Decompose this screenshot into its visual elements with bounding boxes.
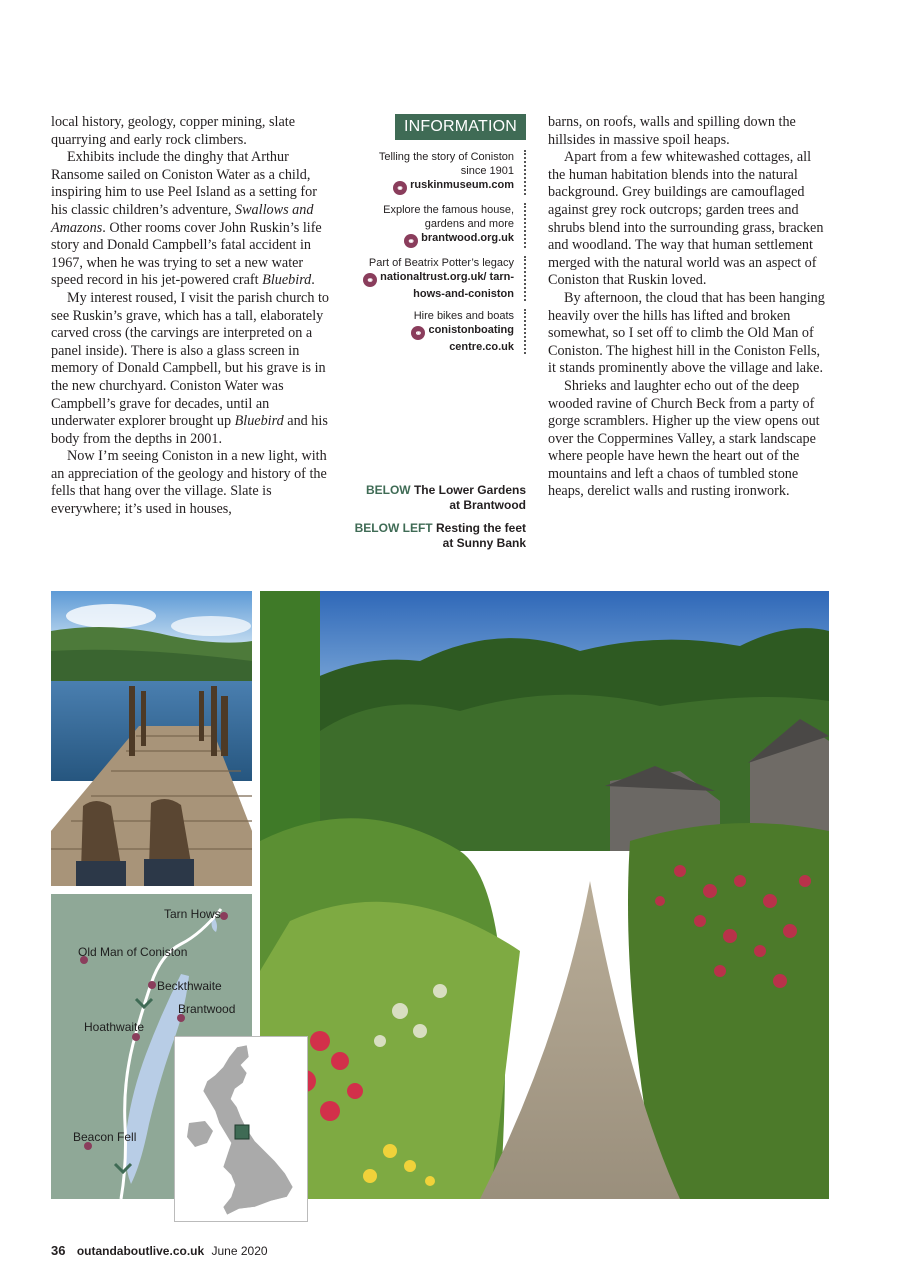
info-item	[352, 150, 526, 195]
uk-outline-illustration	[175, 1037, 307, 1221]
map-label-hoathwaite: Hoathwaite	[84, 1020, 145, 1034]
paragraph: Now I’m seeing Coniston in a new light, with an appreciation of the geology and history of the fells that hang over the village. Slate is everywhere; it’s used in houses,	[51, 448, 327, 518]
map-label-tarn-hows: Tarn Hows	[164, 907, 221, 921]
info-description: Telling the story of Coniston since 1901	[378, 151, 514, 177]
map-label-brantwood: Brantwood	[178, 1002, 236, 1016]
jetty-illustration	[51, 591, 252, 886]
jetty-photo	[51, 591, 252, 886]
web-link-icon: ⚭	[393, 181, 407, 195]
page-number: 36	[51, 1243, 66, 1258]
paragraph: Exhibits include the dinghy that Arthur Ransome sailed on Coniston Water as a child, inspiring him to use Peel Island as a setting for his classic children’s adventure, Swallows and Amazons. Other rooms cover John Ruskin’s life story and Donald Campbell’s fatal accident in 1967, when he was trying to set a new water speed record in his jet-powered craft Bluebird.	[51, 149, 322, 289]
info-description: Part of Beatrix Potter’s legacy	[368, 257, 514, 269]
caption-below-left: BELOW LEFT Resting the feet at Sunny Bank	[354, 521, 526, 550]
information-list	[352, 150, 526, 362]
web-link-icon: ⚭	[363, 273, 377, 287]
photo-captions	[352, 483, 526, 559]
paragraph: local history, geology, copper mining, slate quarrying and early rock climbers.	[51, 114, 296, 148]
map-marker-tarn-hows	[220, 912, 228, 920]
map-marker-hoathwaite	[132, 1033, 140, 1041]
information-header: INFORMATION	[395, 114, 526, 140]
paragraph: By afternoon, the cloud that has been hanging heavily over the hills has lifted and broken somewhat, so I set off to climb the Old Man of Coniston. The highest hill in the Coniston Fells, it stands prominently above the village and lake.	[548, 289, 825, 377]
info-link[interactable]: ⚭ nationaltrust.org.uk/ tarn-hows-and-coniston	[352, 270, 514, 301]
caption-below: BELOW The Lower Gardens at Brantwood	[365, 483, 526, 512]
information-sidebar	[352, 114, 526, 353]
map-marker-beckthwaite	[148, 981, 156, 989]
footer-date: June 2020	[211, 1244, 268, 1258]
map-label-beckthwaite: Beckthwaite	[157, 979, 222, 993]
web-link-icon: ⚭	[411, 326, 425, 340]
info-link[interactable]: ⚭ brantwood.org.uk	[352, 231, 514, 248]
info-item	[352, 203, 526, 248]
garden-photo	[260, 591, 829, 1199]
paragraph: barns, on roofs, walls and spilling down the hillsides in massive spoil heaps.	[548, 114, 796, 148]
page-footer	[51, 1243, 268, 1258]
article-column-left	[51, 114, 333, 519]
garden-illustration	[260, 591, 829, 1199]
info-item	[352, 256, 526, 301]
footer-website[interactable]: outandaboutlive.co.uk	[76, 1244, 205, 1258]
map-label-beacon-fell: Beacon Fell	[73, 1130, 137, 1144]
paragraph: Apart from a few whitewashed cottages, all the human habitation blends into the natural background. Grey buildings are camouflaged against grey rock outcrops; garden trees and shrubs blend into the surrounding grass, bracken and woodland. The way that human settlement merged with the natural world was an aspect of Coniston that Ruskin loved.	[548, 149, 824, 289]
info-link[interactable]: ⚭ conistonboating centre.co.uk	[352, 323, 514, 354]
paragraph: Shrieks and laughter echo out of the deep wooded ravine of Church Beck from a party of gorge scramblers. Higher up the view opens out over the Coppermines Valley, a stark landscape where people have hewn the heart out of the mountains and left a chaos of tumbled stone heaps, derelict walls and rusting ironwork.	[548, 377, 820, 500]
web-link-icon: ⚭	[404, 234, 418, 248]
paragraph: My interest roused, I visit the parish church to see Ruskin’s grave, which has a tall, elaborately carved cross (the carvings are interpreted on a panel inside). There is also a glass screen in memory of Donald Campbell, but his grave is in the new churchyard. Coniston Water was Campbell’s grave for decades, until an underwater explorer brought up Bluebird and his body from the depths in 2001.	[51, 289, 330, 447]
info-description: Hire bikes and boats	[413, 310, 514, 322]
info-link[interactable]: ⚭ ruskinmuseum.com	[352, 178, 514, 195]
info-description: Explore the famous house, gardens and more	[383, 204, 514, 230]
map-label-old-man: Old Man of Coniston	[78, 945, 188, 959]
info-item	[352, 309, 526, 354]
article-column-right	[548, 114, 830, 501]
uk-inset-map	[174, 1036, 308, 1222]
